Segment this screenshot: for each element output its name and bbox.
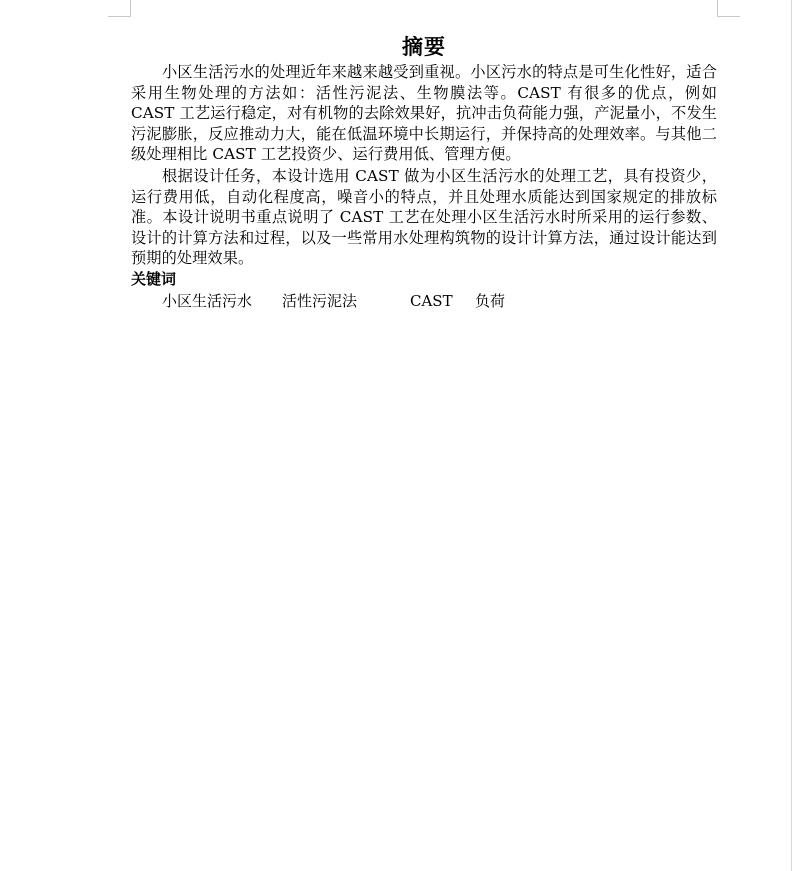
margin-corner-mark-top-left [108, 0, 131, 17]
keyword-item: 活性污泥法 [282, 291, 358, 310]
keyword-item: 负荷 [475, 291, 506, 310]
keywords-heading: 关键词 [131, 269, 177, 288]
abstract-paragraph-2: 根据设计任务，本设计选用 CAST 做为小区生活污水的处理工艺，具有投资少，运行费用低，自动化程度高，噪音小的特点，并且处理水质能达到国家规定的排放标准。本设计说明书重点说明了 CAST 工艺在处理小区生活污水时所采用的运行参数、设计的计算方法和过程，以及一些常用水处理构筑物的设计计算方法，通过设计能达到预期的处理效果。 [131, 166, 717, 268]
page-right-edge [791, 0, 792, 871]
keyword-item: 小区生活污水 [162, 291, 253, 310]
keyword-item: CAST [410, 291, 453, 310]
abstract-paragraph-1: 小区生活污水的处理近年来越来越受到重视。小区污水的特点是可生化性好，适合采用生物处理的方法如：活性污泥法、生物膜法等。CAST 有很多的优点，例如 CAST 工艺运行稳定，对有机物的去除效果好，抗冲击负荷能力强，产泥量小，不发生污泥膨胀，反应推动力大，能在低温环境中长期运行，并保持高的处理效率。与其他二级处理相比 CAST 工艺投资少、运行费用低、管理方便。 [131, 63, 717, 164]
abstract-title: 摘要 [402, 34, 446, 59]
document-body[interactable] [131, 32, 717, 312]
margin-corner-mark-top-right [717, 0, 740, 17]
keywords-list [131, 290, 717, 312]
